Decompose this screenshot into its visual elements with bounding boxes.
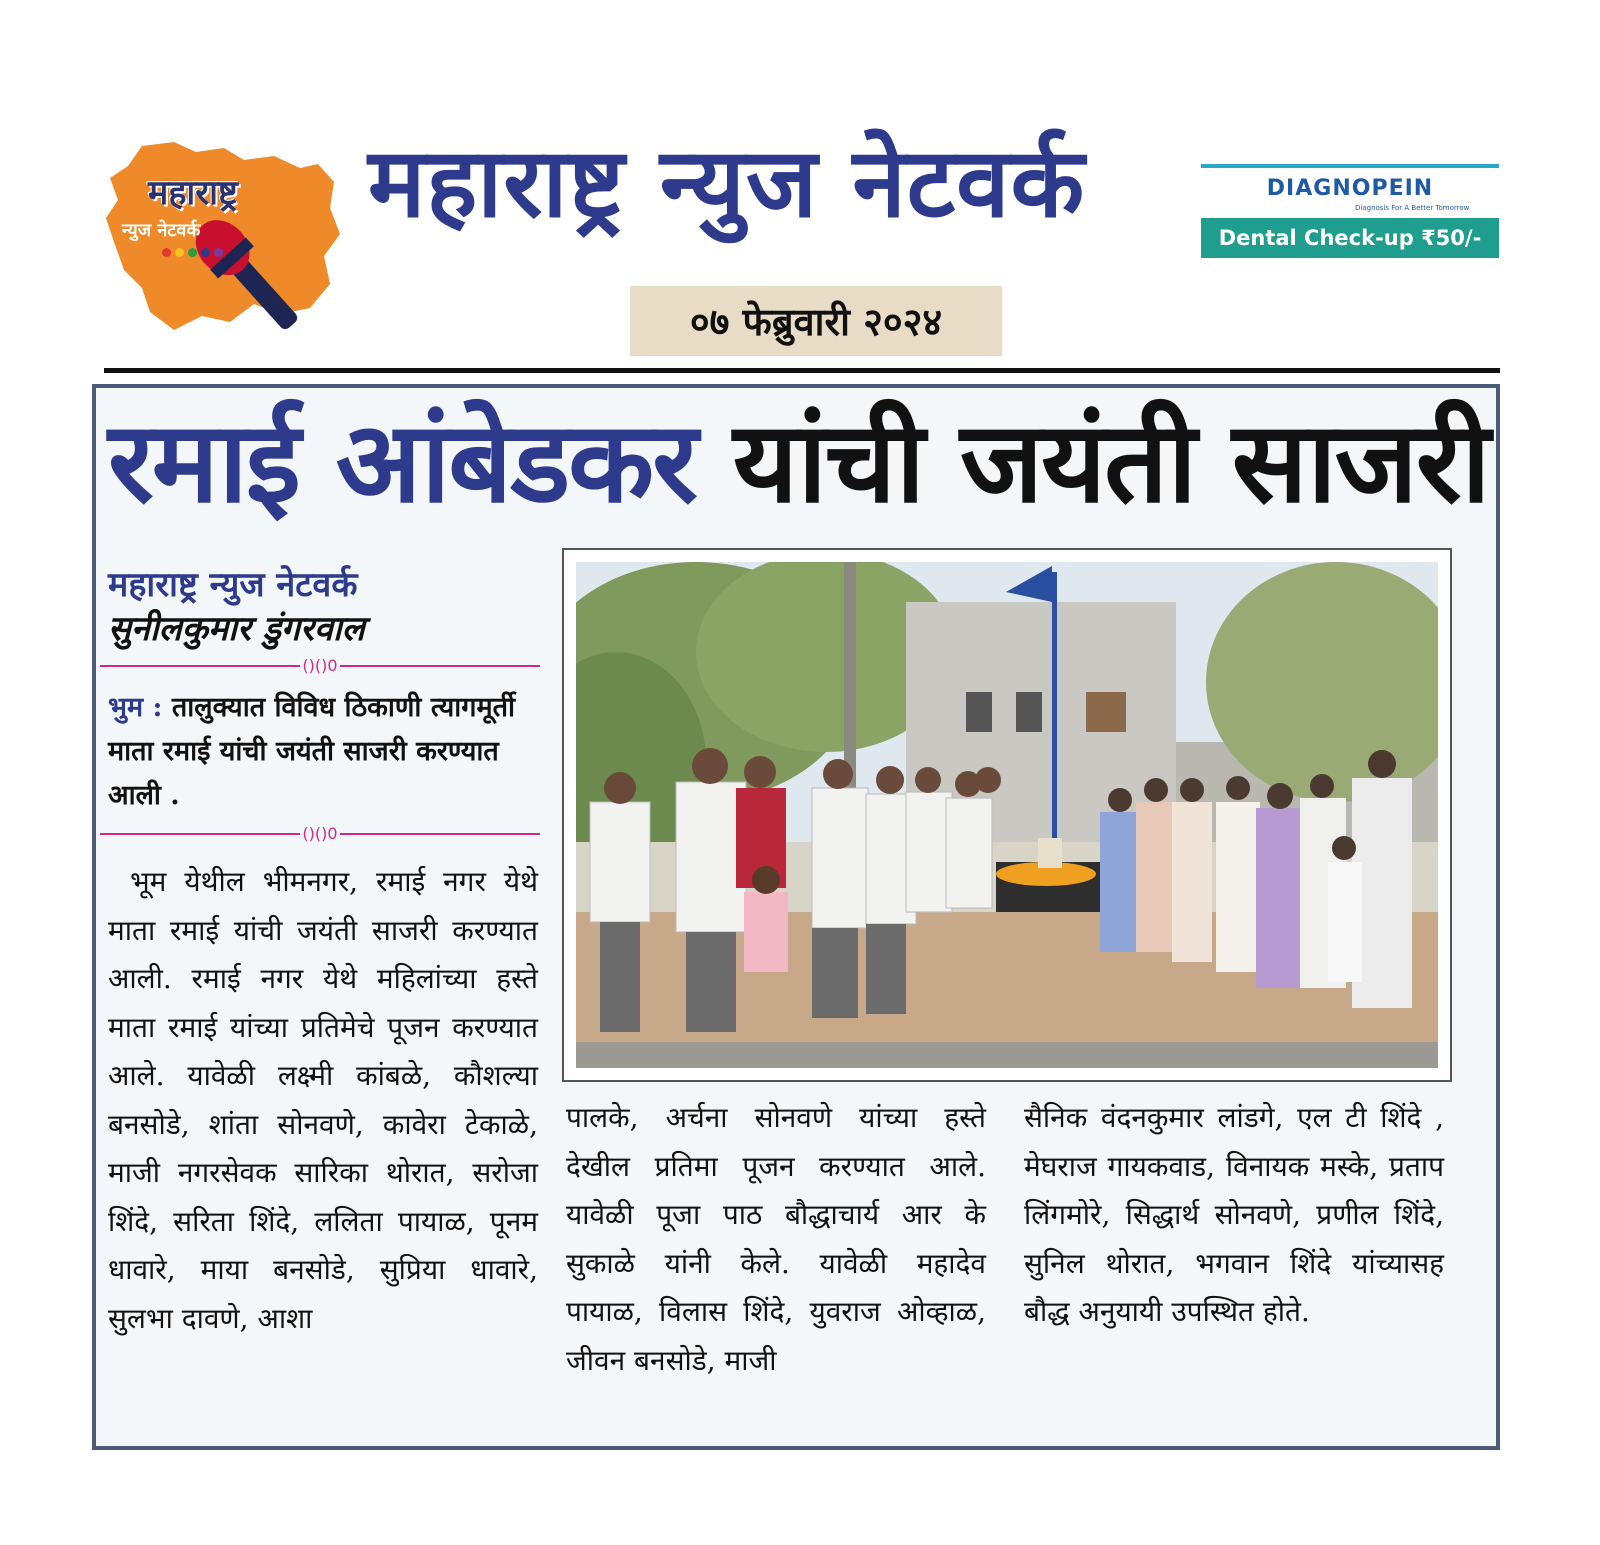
article-column-1: भूम येथील भीमनगर, रमाई नगर येथे माता रमाई यांची जयंती साजरी करण्यात आली. रमाई नगर येथे महिलांच्या हस्ते माता रमाई यांच्या प्रतिमेचे पूजन करण्यात आले. यावेळी लक्ष्मी कांबळे, कौशल्या बनसोडे, शांता सोनवणे, कावेरा टेकाळे, माजी नगरसेवक सारिका थोरात, सरोजा शिंदे, सरिता शिंदे, ललिता पायाळ, पूनम धावारे, माया बनसोडे, सुप्रिया धावारे, सुलभा दावणे, आशा [108,865,538,1335]
newspaper-name: महाराष्ट्र न्युज नेटवर्क [368,127,1086,239]
ornament-divider [100,824,540,844]
article-column-3: सैनिक वंदनकुमार लांडगे, एल टी शिंदे , मेघराज गायकवाड, विनायक मस्के, प्रताप लिंगमोरे, सिद्धार्थ सोनवणे, प्रणील शिंदे, सुनिल थोरात, भगवान शिंदे यांच्यासह बौद्ध अनुयायी उपस्थित होते. [1024,1101,1444,1328]
headline-part-1: रमाई आंबेडकर [108,398,696,528]
logo-subtitle: न्युज नेटवर्क [122,220,201,241]
byline-author: सुनीलकुमार डुंगरवाल [108,609,365,649]
article-box [92,384,1500,1450]
byline-organization: महाराष्ट्र न्युज नेटवर्क [108,565,358,605]
divider-ornament: ()()0 [300,656,340,676]
ad-brand-name: DIAGNOPEIN [1266,176,1434,201]
masthead-logo [104,138,344,338]
headline-part-2: यांची जयंती साजरी [732,398,1489,528]
issue-date: ०७ फेब्रुवारी २०२४ [630,286,1002,356]
logo-dots [162,248,223,257]
article-column-2: पालके, अर्चना सोनवणे यांच्या हस्ते देखील प्रतिमा पूजन करण्यात आले. यावेळी पूजा पाठ बौद्धाचार्य आर के सुकाळे यांनी केले. यावेळी महादेव पायाळ, विलास शिंदे, युवराज ओव्हाळ, जीवन बनसोडे, माजी [566,1101,986,1377]
ad-tagline: Diagnosis For A Better Tomorrow [1355,204,1470,212]
ornament-divider [100,656,540,676]
divider-ornament: ()()0 [300,824,340,844]
advertisement-banner[interactable] [1201,164,1499,258]
group-photo-image [576,562,1438,1068]
masthead-rule [104,368,1500,373]
logo-title: महाराष्ट्र [148,173,238,213]
article-intro [108,686,536,818]
intro-text: तालुक्यात विविध ठिकाणी त्यागमूर्ती माता रमाई यांची जयंती साजरी करण्यात आली . [108,692,516,811]
ad-offer-button[interactable]: Dental Check-up ₹50/- [1201,218,1499,258]
ad-top-line [1201,164,1499,168]
article-photo-frame [562,548,1452,1082]
dateline-place: भुम : [108,692,163,723]
article-photo [576,562,1438,1068]
headline [108,388,1488,538]
